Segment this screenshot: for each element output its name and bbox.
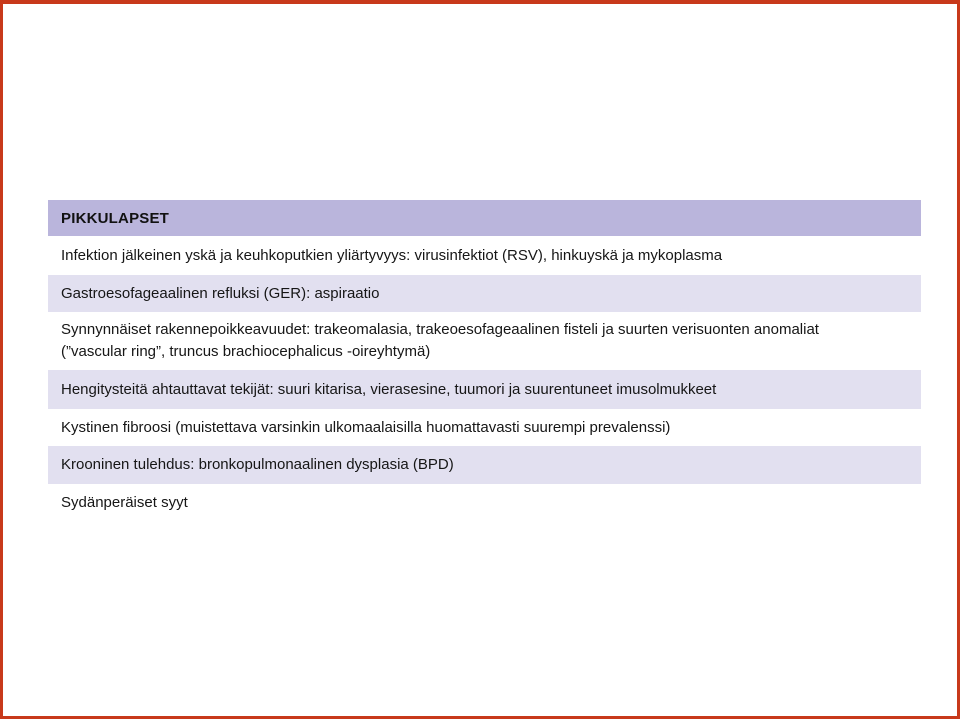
table-row-text: Infektion jälkeinen yskä ja keuhkoputkien yliärtyvyys: virusinfektiot (RSV), hinkuyskä ja mykoplasma bbox=[61, 246, 723, 264]
table-row bbox=[48, 275, 921, 312]
table-row bbox=[48, 409, 921, 446]
table-row bbox=[48, 446, 921, 484]
table-header bbox=[48, 200, 921, 236]
table-header-title: PIKKULAPSET bbox=[61, 209, 170, 227]
causes-table bbox=[48, 200, 921, 522]
table-row bbox=[48, 370, 921, 409]
table-row-text: Synnynnäiset rakennepoikkeavuudet: trakeomalasia, trakeoesofageaalinen fisteli ja suurten verisuonten anomaliat (”vascular ring”, truncus brachiocephalicus -oireyhtymä) bbox=[61, 321, 819, 360]
table-row-text: Sydänperäiset syyt bbox=[61, 494, 188, 511]
table-row-text: Krooninen tulehdus: bronkopulmonaalinen dysplasia (BPD) bbox=[61, 456, 454, 473]
table-row bbox=[48, 312, 921, 370]
table-row bbox=[48, 236, 921, 275]
table-row bbox=[48, 484, 921, 522]
table-row-text: Gastroesofageaalinen refluksi (GER): aspiraatio bbox=[61, 284, 380, 302]
table-row-text: Kystinen fibroosi (muistettava varsinkin ulkomaalaisilla huomattavasti suurempi prevalenssi) bbox=[61, 418, 671, 436]
table-row-text: Hengitysteitä ahtauttavat tekijät: suuri kitarisa, vierasesine, tuumori ja suurentuneet imusolmukkeet bbox=[61, 380, 717, 398]
